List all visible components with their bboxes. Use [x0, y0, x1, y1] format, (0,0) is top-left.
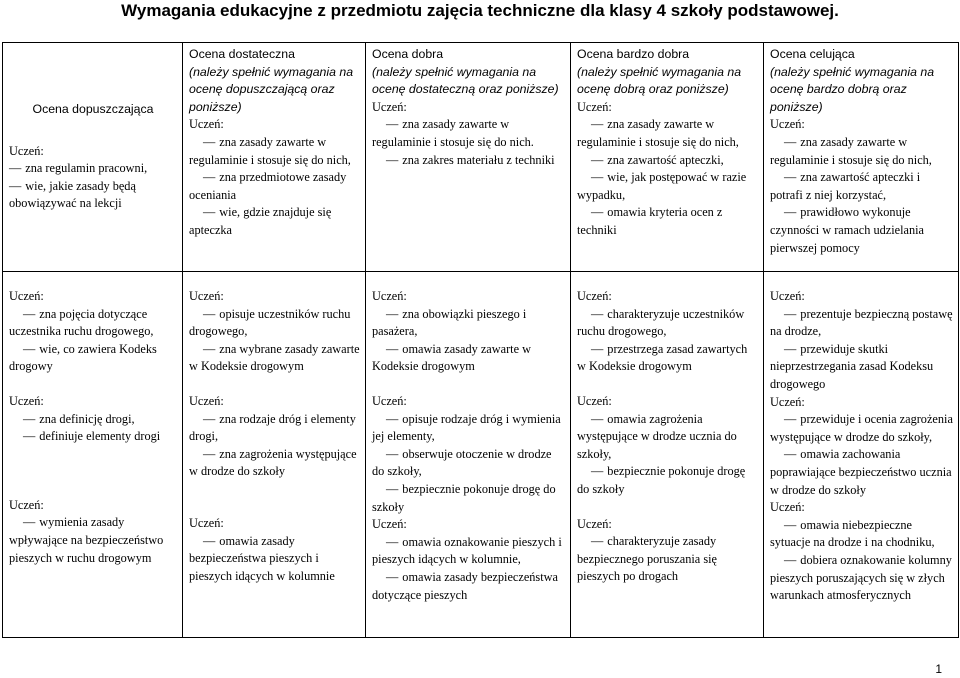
list-item: — zna przedmiotowe zasady oceniania: [189, 169, 360, 204]
list-item: — zna regulamin pracowni,: [9, 160, 177, 178]
list-item: — wie, co zawiera Kodeks drogowy: [9, 341, 177, 376]
grade-cell-celujaca: [764, 43, 959, 272]
list-item: — przestrzega zasad zawartych w Kodeksie drogowym: [577, 341, 758, 376]
content-cell-bardzo-dobra: [571, 272, 764, 638]
list-item: — zna zasady zawarte w regulaminie i stosuje się do nich,: [577, 116, 758, 151]
grade-subtitle: (należy spełnić wymagania na ocenę bardzo dobrą oraz poniższe): [770, 64, 935, 114]
list-item: — omawia zagrożenia występujące w drodze ucznia do szkoły,: [577, 411, 758, 464]
list-item: — zna rodzaje dróg i elementy drogi,: [189, 411, 360, 446]
uczen-label: Uczeń:: [577, 289, 612, 303]
list-item: — zna obowiązki pieszego i pasażera,: [372, 306, 565, 341]
grade-subtitle: (należy spełnić wymagania na ocenę dopuszczającą oraz poniższe): [189, 64, 354, 114]
content-cell-dobra: [366, 272, 571, 638]
grade-cell-dopuszczajaca: [3, 43, 183, 272]
list-item: — obserwuje otoczenie w drodze do szkoły,: [372, 446, 565, 481]
uczen-label: Uczeń:: [372, 289, 407, 303]
grade-cell-bardzo-dobra: [571, 43, 764, 272]
list-item: — bezpiecznie pokonuje drogę do szkoły: [577, 463, 758, 498]
uczen-label: Uczeń:: [189, 117, 224, 132]
content-cell-dopuszczajaca: [3, 272, 183, 638]
list-item: — zna pojęcia dotyczące uczestnika ruchu drogowego,: [9, 306, 177, 341]
content-row: [3, 272, 959, 638]
list-item: — zna zawartość apteczki i potrafi z niej korzystać,: [770, 169, 953, 204]
grade-title: Ocena dobra: [372, 47, 444, 61]
list-item: — zna zasady zawarte w regulaminie i stosuje się do nich,: [770, 134, 953, 169]
content-cell-celujaca: [764, 272, 959, 638]
list-item: — zna definicję drogi,: [9, 411, 177, 429]
uczen-label: Uczeń:: [770, 394, 805, 409]
list-item: — omawia kryteria ocen z techniki: [577, 204, 758, 239]
list-item: — omawia zasady zawarte w Kodeksie drogowym: [372, 341, 565, 376]
uczen-label: Uczeń:: [9, 143, 44, 158]
list-item: — przewiduje skutki nieprzestrzegania zasad Kodeksu drogowego: [770, 341, 953, 394]
list-item: — opisuje rodzaje dróg i wymienia jej elementy,: [372, 411, 565, 446]
uczen-label: Uczeń:: [577, 393, 612, 408]
content-cell-dostateczna: [183, 272, 366, 638]
uczen-label: Uczeń:: [189, 515, 224, 530]
grade-subtitle: (należy spełnić wymagania na ocenę dobrą oraz poniższe): [577, 64, 742, 97]
uczen-label: Uczeń:: [9, 393, 44, 408]
uczen-label: Uczeń:: [770, 289, 805, 303]
uczen-label: Uczeń:: [372, 393, 407, 408]
header-row: [3, 43, 959, 272]
grade-cell-dobra: [366, 43, 571, 272]
list-item: — omawia zachowania poprawiające bezpieczeństwo ucznia w drodze do szkoły: [770, 446, 953, 499]
list-item: — opisuje uczestników ruchu drogowego,: [189, 306, 360, 341]
list-item: — wymienia zasady wpływające na bezpieczeństwo pieszych w ruchu drogowym: [9, 514, 177, 567]
uczen-label: Uczeń:: [9, 289, 44, 303]
list-item: — przewiduje i ocenia zagrożenia występujące w drodze do szkoły,: [770, 411, 953, 446]
grade-title: Ocena dopuszczająca: [32, 102, 154, 117]
requirements-table: [2, 42, 959, 638]
grade-title: Ocena bardzo dobra: [577, 47, 690, 61]
list-item: — dobiera oznakowanie kolumny pieszych poruszających się w złych warunkach atmosferycznych: [770, 552, 953, 605]
uczen-label: Uczeń:: [770, 500, 805, 515]
uczen-label: Uczeń:: [372, 517, 407, 532]
list-item: — charakteryzuje zasady bezpiecznego poruszania się pieszych po drogach: [577, 533, 758, 586]
list-item: — definiuje elementy drogi: [9, 428, 177, 446]
list-item: — zna zagrożenia występujące w drodze do szkoły: [189, 446, 360, 481]
list-item: — zna wybrane zasady zawarte w Kodeksie drogowym: [189, 341, 360, 376]
list-item: — bezpiecznie pokonuje drogę do szkoły: [372, 481, 565, 516]
list-item: — wie, jak postępować w razie wypadku,: [577, 169, 758, 204]
grade-subtitle: (należy spełnić wymagania na ocenę dostateczną oraz poniższe): [372, 64, 559, 97]
page-title: Wymagania edukacyjne z przedmiotu zajęcia techniczne dla klasy 4 szkoły podstawowej.: [121, 1, 839, 20]
list-item: — zna zakres materiału z techniki: [372, 152, 565, 170]
list-item: — zna zawartość apteczki,: [577, 152, 758, 170]
list-item: — wie, gdzie znajduje się apteczka: [189, 204, 360, 239]
grade-title: Ocena celująca: [770, 47, 855, 61]
list-item: — omawia niebezpieczne sytuacje na drodze i na chodniku,: [770, 517, 953, 552]
uczen-label: Uczeń:: [770, 117, 805, 132]
uczen-label: Uczeń:: [189, 289, 224, 303]
page-number: 1: [935, 662, 942, 676]
grade-title: Ocena dostateczna: [189, 47, 295, 61]
list-item: — zna zasady zawarte w regulaminie i stosuje się do nich.: [372, 116, 565, 151]
list-item: — omawia oznakowanie pieszych i pieszych idących w kolumnie,: [372, 534, 565, 569]
uczen-label: Uczeń:: [189, 393, 224, 408]
uczen-label: Uczeń:: [372, 99, 407, 114]
list-item: — omawia zasady bezpieczeństwa dotyczące pieszych: [372, 569, 565, 604]
uczen-label: Uczeń:: [577, 99, 612, 114]
grade-cell-dostateczna: [183, 43, 366, 272]
list-item: — prezentuje bezpieczną postawę na drodze,: [770, 306, 953, 341]
list-item: — wie, jakie zasady będą obowiązywać na lekcji: [9, 178, 177, 213]
uczen-label: Uczeń:: [577, 516, 612, 531]
uczen-label: Uczeń:: [9, 497, 44, 512]
list-item: — zna zasady zawarte w regulaminie i stosuje się do nich,: [189, 134, 360, 169]
list-item: — omawia zasady bezpieczeństwa pieszych i pieszych idących w kolumnie: [189, 533, 360, 586]
list-item: — charakteryzuje uczestników ruchu drogowego,: [577, 306, 758, 341]
list-item: — prawidłowo wykonuje czynności w ramach udzielania pierwszej pomocy: [770, 204, 953, 257]
